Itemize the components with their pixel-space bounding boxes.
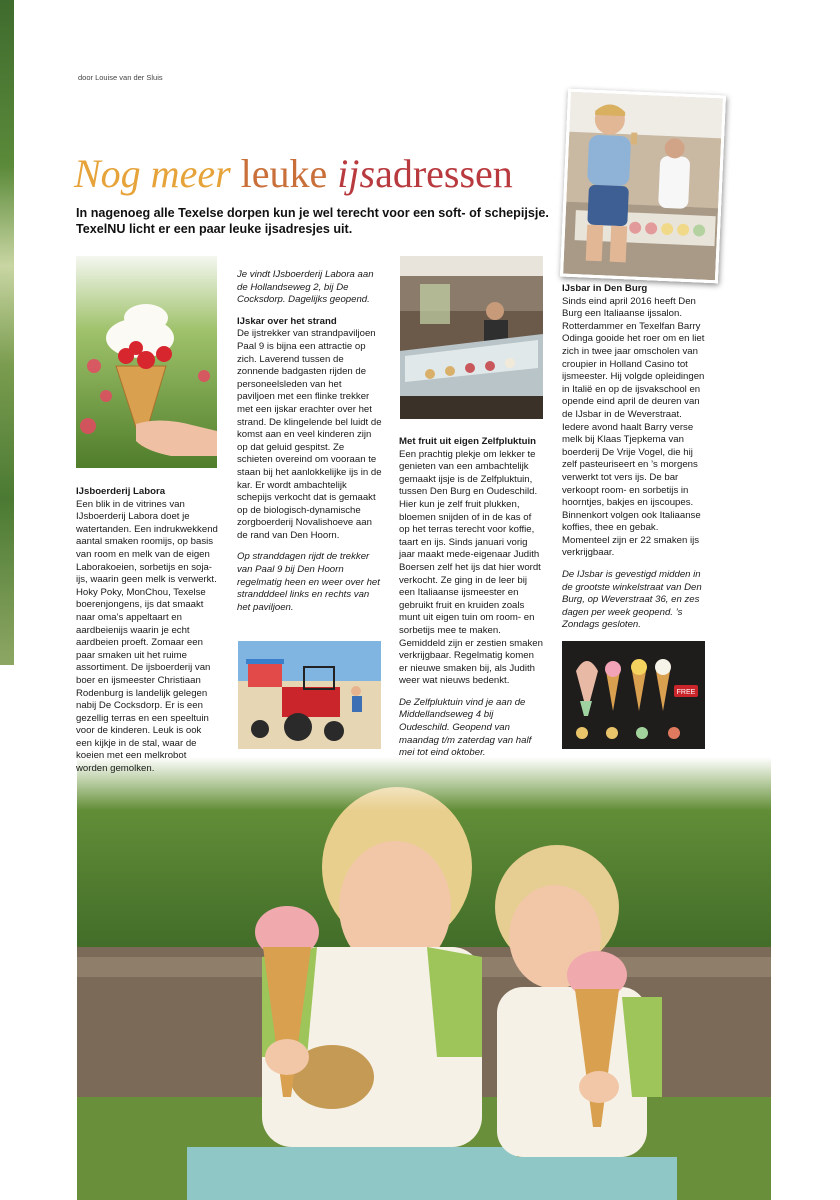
info-zelfpluktuin-address: De Zelfpluktuin vind je aan de Middellandseweg 4 bij Oudeschild. Geopend van maandag t/m zaterdag van half mei tot eind oktober. (399, 696, 532, 759)
page-title (74, 150, 513, 198)
heading-ijsbar-den-burg: IJsbar in Den Burg (562, 283, 648, 294)
info-ijsboerderij-address: Je vindt IJsboerderij Labora aan de Hollandseweg 2, bij De Cocksdorp. Dagelijks geopend. (237, 269, 374, 306)
title-part-1: Nog meer (74, 151, 241, 196)
byline: door Louise van der Sluis (78, 73, 163, 82)
lead-paragraph: In nagenoeg alle Texelse dorpen kun je wel terecht voor een soft- of schepijsje. TexelNU licht er een paar leuke ijsadresjes uit. (76, 206, 549, 236)
photo-ijsboerderij-cone (76, 256, 217, 468)
heading-zelfpluktuin: Met fruit uit eigen Zelfpluktuin (399, 436, 536, 447)
body-zelfpluktuin: Een prachtig plekje om lekker te genieten van een ambachtelijk gemaakt ijsje is de Zelfpluktuin, tussen Den Burg en Oudeschild. Hier kun je zelf fruit plukken, bloemen snijden of in de kas of op het terras terecht voor koffie, taart en ijs. Sinds januari vorig jaar maakt mede-eigenaar Judith Boersen zelf het ijs dat hier wordt verkocht. Ze ging in de leer bij een Italiaanse ijsmeester en gebruikt fruit en kruiden zoals munt uit eigen tuin om room- en sorbetijs mee te maken. Gemiddeld zijn er zestien smaken verkrijgbaar. Regelmatig komen er nieuwe smaken bij, als Judith weer wat nieuws bedenkt. (399, 448, 543, 687)
left-edge-photo-strip (0, 0, 14, 665)
photo-zelfpluktuin-counter (400, 256, 543, 419)
board-free-label: FREE (676, 689, 696, 696)
title-part-2: leuke (240, 151, 338, 196)
column-ijskar (237, 269, 382, 614)
title-part-4: adressen (375, 151, 513, 196)
photo-girls-ice-cream (77, 757, 771, 1200)
title-part-3: ijs (337, 151, 376, 196)
heading-ijskar-strand: IJskar over het strand (237, 315, 337, 327)
photo-ijskar-tractor (238, 641, 381, 749)
column-ijsboerderij (76, 486, 218, 776)
column-zelfpluktuin (399, 436, 544, 760)
column-ijsbar (562, 283, 706, 632)
heading-ijsboerderij-labora: IJsboerderij Labora (76, 486, 166, 497)
photo-ijsbar-boy (560, 89, 726, 284)
body-ijsboerderij-labora: Een blik in de vitrines van IJsboerderij Labora doet je watertanden. Een indrukwekkend aantal smaken roomijs, op basis van room en melk van de eigen Laborakoeien, sorbetijs en soja-ijs, waarin geen melk is verwerkt. Hoky Poky, MonChou, Texelse boerenjongens, ijs dat smaakt naar oma’s appeltaart en aardbeienijs waarin je echt aardbeien proeft. Zomaar een paar smaken uit het ruime assortiment. De ijsboerderij van boer en ijsmeester Christiaan Rodenburg is landelijk gelegen nabij De Cocksdorp. Er is een gezellig terras en een speeltuin voor de kinderen. Leuk is ook een kijkje in de stal, waar de koeien met een melkrobot worden gemolken. (76, 498, 218, 775)
photo-ijsbar-menu-board (562, 641, 705, 749)
body-ijsbar-den-burg: Sinds eind april 2016 heeft Den Burg een Italiaanse ijssalon. Rotterdammer en Texelfan Barry Odinga gooide het roer om en liet zich in twee jaar omscholen van croupier in Holland Casino tot ijsmeester. Hij volgde opleidingen in Italië en op de ijsvakschool en opende eind april de deuren van de IJsbar in de Weverstraat. Iedere avond haalt Barry verse melk bij Klaas Tjepkema van boerderij De Vrije Vogel, die hij zelf pasteuriseert en ’s morgens verwerkt tot vers ijs. De bar verkoopt room- en sorbetijs in hoorntjes, bakjes en ijscoupes. Binnenkort volgen ook Italiaanse koffies, thee en gebak. Momenteel zijn er 22 smaken ijs verkrijgbaar. (562, 295, 705, 559)
info-ijsbar-address: De IJsbar is gevestigd midden in de grootste winkelstraat van Den Burg, op Weverstraat 36, en zes dagen per week geopend. ’s Zondags gesloten. (562, 569, 702, 631)
info-ijskar-paal9: Op stranddagen rijdt de trekker van Paal 9 bij Den Hoorn regelmatig heen en weer over het strandddeel links en rechts van het paviljoen. (237, 551, 380, 613)
body-ijskar-strand: De ijstrekker van strandpaviljoen Paal 9 is bijna een attractie op zich. Laverend tussen de zonnende badgasten rijden de personeelsleden van het paviljoen met een flinke trekker met een ijskar erachter over het strand. De klingelende bel luidt de komst aan en veel kinderen zijn op dat geluid gespitst. Ze schieten overeind om vooraan te staan bij het aanlokkelijke ijs in de kar. Er wordt ambachtelijk schepijs verkocht dat is gemaakt op de biologisch-dynamische zorgboerderij Novalishoeve aan de rand van Den Hoorn. (237, 328, 382, 541)
